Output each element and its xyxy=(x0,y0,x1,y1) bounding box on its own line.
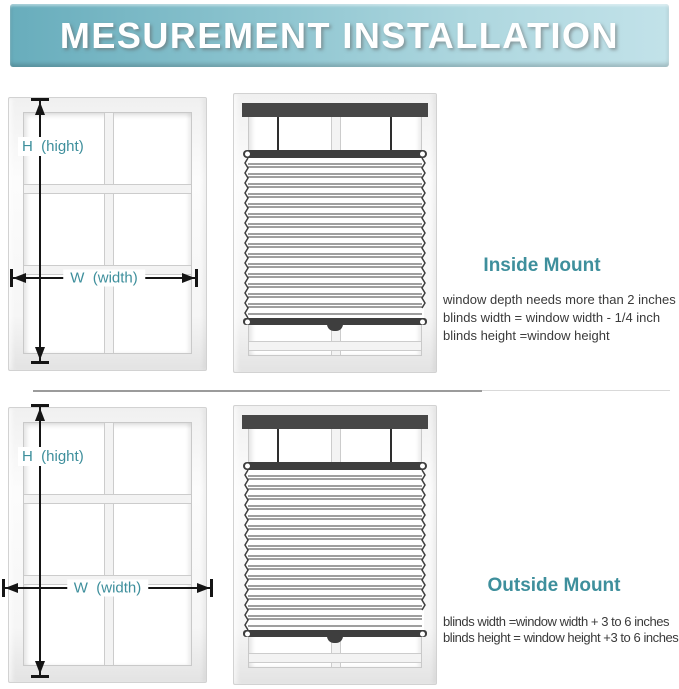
rail-end-cap xyxy=(420,631,425,636)
arrow-end-cap xyxy=(210,579,213,597)
height-label: H (hight) xyxy=(18,447,88,466)
header-banner xyxy=(10,4,669,67)
rail-end-cap xyxy=(245,152,250,157)
measured-window-inside xyxy=(8,97,207,371)
inside-spec-line: blinds height =window height xyxy=(443,328,610,343)
width-label: W (width) xyxy=(63,270,145,287)
height-measure-arrow xyxy=(31,404,49,678)
measured-window-outside xyxy=(8,407,207,683)
window-mullion-horizontal xyxy=(249,653,421,663)
rail-end-cap xyxy=(245,631,250,636)
blind-top-rail xyxy=(243,462,427,470)
inside-mount-title: Inside Mount xyxy=(483,255,601,276)
width-measure-arrow xyxy=(2,579,213,597)
height-label: H (hight) xyxy=(18,137,88,156)
outside-spec-line: blinds width =window width + 3 to 6 inches xyxy=(443,614,670,629)
outside-mount-title: Outside Mount xyxy=(487,575,621,596)
rail-end-cap xyxy=(420,152,425,157)
section-divider-light xyxy=(482,390,670,391)
window-mullion-horizontal xyxy=(249,341,421,351)
inside-spec-line: blinds width = window width - 1/4 inch xyxy=(443,310,661,325)
pleated-shade xyxy=(244,158,426,318)
mount-headrail xyxy=(242,103,428,117)
pleated-shade xyxy=(244,470,426,630)
lift-cord xyxy=(277,429,279,463)
lift-cord xyxy=(390,429,392,463)
outside-mount-section xyxy=(443,575,679,645)
rail-end-cap xyxy=(245,464,250,469)
lift-cord xyxy=(390,117,392,151)
blind-top-rail xyxy=(243,150,427,158)
blinds-window-inside xyxy=(233,93,437,373)
rail-end-cap xyxy=(420,319,425,324)
outside-spec-line: blinds height = window height +3 to 6 inches xyxy=(443,629,679,645)
window-mullion-vertical xyxy=(104,113,114,353)
rail-end-cap xyxy=(245,319,250,324)
window-mullion-horizontal xyxy=(24,184,191,194)
mount-headrail xyxy=(242,415,428,429)
width-measure-arrow xyxy=(10,269,198,287)
inside-spec-line: window depth needs more than 2 inches xyxy=(443,292,676,307)
header-title: MESUREMENT INSTALLATION xyxy=(59,15,620,56)
blinds-window-outside xyxy=(233,405,437,685)
section-divider xyxy=(33,390,482,392)
window-mullion-vertical xyxy=(104,423,114,665)
window-mullion-horizontal xyxy=(24,494,191,504)
width-label: W (width) xyxy=(67,580,149,597)
arrow-end-cap xyxy=(31,361,49,364)
arrow-end-cap xyxy=(31,675,49,678)
lift-cord xyxy=(277,117,279,151)
arrow-end-cap xyxy=(195,269,198,287)
inside-mount-section xyxy=(443,255,679,345)
rail-end-cap xyxy=(420,464,425,469)
